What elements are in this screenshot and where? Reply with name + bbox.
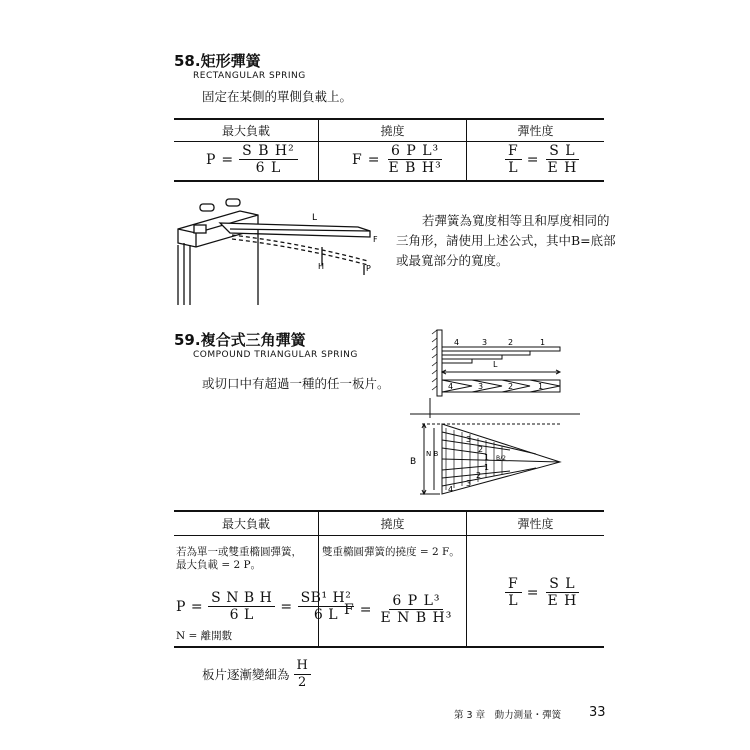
formula-note: N = 離開數 (176, 630, 233, 642)
formula-max-load: P = $\frac{\text{S N B H}}{6 L}$ = $\frac{\text{SB¹ H²}}{6 L}$ (176, 590, 354, 623)
formula-elasticity: $\frac{F}{L}$ = $\frac{\text{S L}}{\text{E H}}$ (505, 576, 580, 609)
label-length: L (312, 213, 318, 223)
formula-elasticity: $\frac{F}{L}$ = $\frac{\text{S L}}{\text{E H}}$ (505, 143, 580, 176)
svg-text:3: 3 (466, 479, 472, 488)
label-load: P (366, 264, 371, 273)
table-bottom-rule (174, 180, 604, 182)
svg-text:2: 2 (508, 338, 514, 347)
svg-text:3: 3 (466, 435, 472, 444)
formula-max-load: P = $\frac{\text{S B H²}}{6 L}$ (206, 143, 298, 176)
table-divider (466, 142, 467, 180)
section-59-heading (174, 329, 306, 350)
label-width: B (410, 457, 417, 467)
formula-deflection: F = $\frac{\text{6 P L³}}{\text{E N B H³}}$ (344, 593, 453, 626)
svg-text:4: 4 (448, 382, 454, 391)
label-nb: N B (426, 450, 439, 458)
table-divider (466, 536, 467, 646)
chapter-footer: 第 3 章 動力測量・彈簧 (454, 710, 562, 721)
section-58-heading (174, 50, 261, 71)
svg-text:2: 2 (476, 471, 482, 480)
section-number: 59. (174, 331, 201, 349)
page-number: 33 (589, 705, 606, 720)
table-bottom-rule (174, 646, 604, 648)
formula-deflection: F = $\frac{\text{6 P L³}}{\text{E B H³}}$ (352, 143, 442, 176)
label-half-width: B/2 (496, 455, 506, 462)
table-header-rule (174, 535, 604, 536)
svg-text:4: 4 (448, 485, 454, 494)
label-deflection: F (373, 235, 378, 244)
section-title-en: RECTANGULAR SPRING (193, 71, 306, 81)
table-top-rule (174, 510, 604, 512)
svg-text:1: 1 (484, 453, 490, 462)
cell-deflection-note: 雙重橢圓彈簧的撓度 = 2 F。 (322, 546, 460, 558)
bottom-note: 板片逐漸變細為 $\frac{H}{2}$ (202, 658, 311, 691)
table-header-rule (174, 141, 604, 142)
svg-text:1: 1 (540, 338, 546, 347)
header-elasticity: 彈性度 (517, 517, 554, 531)
section-description: 固定在某側的單側負載上。 (202, 89, 353, 104)
header-deflection: 撓度 (380, 124, 405, 138)
svg-text:1: 1 (538, 382, 544, 391)
svg-text:2: 2 (508, 382, 514, 391)
table-divider (318, 142, 319, 180)
section-title-en: COMPOUND TRIANGULAR SPRING (193, 350, 358, 360)
svg-text:4: 4 (454, 338, 460, 347)
cell-max-load-note: 若為單一或雙重橢圓彈簧， 最大負載 = 2 P。 (176, 546, 302, 571)
header-elasticity: 彈性度 (517, 124, 554, 138)
svg-text:2: 2 (478, 445, 484, 454)
table-top-rule (174, 118, 604, 120)
label-thickness: H (318, 262, 325, 271)
compound-triangular-spring-figure (410, 328, 582, 500)
section-title: 複合式三角彈簧 (200, 331, 306, 349)
header-max-load: 最大負載 (221, 517, 270, 531)
note-paragraph: 若彈簧為寬度相等且和厚度相同的 三角形，請使用上述公式，其中B=底部 或最寬部分的寬度。 (396, 213, 616, 268)
label-length: L (493, 360, 498, 369)
rectangular-spring-figure (170, 195, 392, 307)
section-number: 58. (174, 52, 201, 70)
svg-text:3: 3 (478, 382, 484, 391)
header-max-load: 最大負載 (221, 124, 270, 138)
svg-text:3: 3 (482, 338, 488, 347)
header-deflection: 撓度 (380, 517, 405, 531)
section-description: 或切口中有超過一種的任一板片。 (202, 376, 390, 391)
svg-text:1: 1 (484, 463, 490, 472)
section-title: 矩形彈簧 (200, 52, 261, 70)
